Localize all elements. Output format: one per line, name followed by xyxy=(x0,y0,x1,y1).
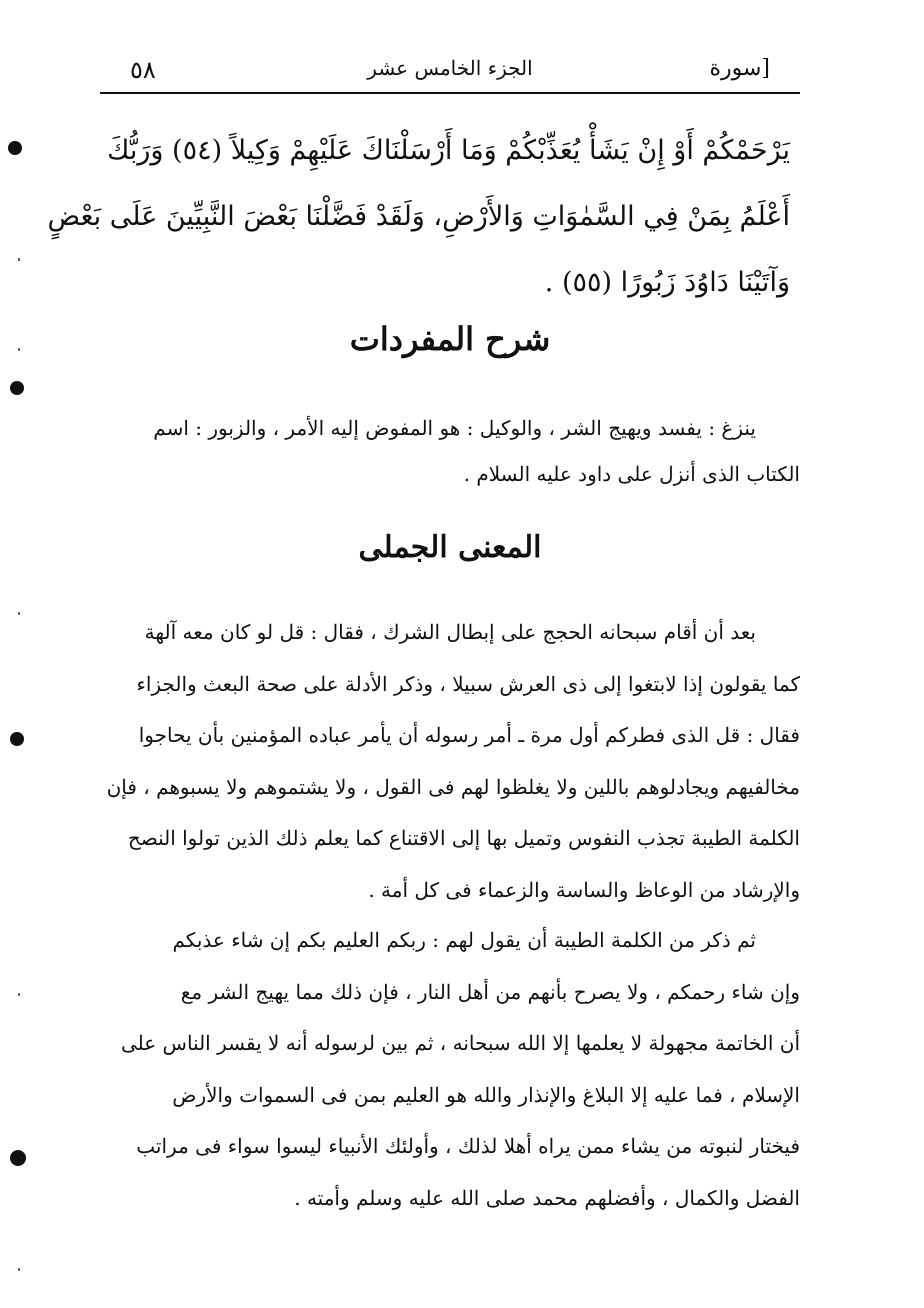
paragraph-line: فقال : قل الذى فطركم أول مرة ـ أمر رسوله أن يأمر عباده المؤمنين بأن يحاجوا xyxy=(138,723,800,747)
page-number: ٥٨ xyxy=(130,56,156,84)
scan-speck xyxy=(18,993,20,996)
vocab-paragraph xyxy=(110,405,800,497)
header-divider xyxy=(100,92,800,94)
paragraph-line-text: بعد أن أقام سبحانه الحجج على إبطال الشرك ، فقال : قل لو كان معه آلهة xyxy=(144,620,756,644)
vocab-line: الكتاب الذى أنزل على داود عليه السلام . xyxy=(463,462,800,486)
scan-speck xyxy=(18,258,20,261)
paragraph-line: أن الخاتمة مجهولة لا يعلمها إلا الله سبحانه ، ثم بين لرسوله أنه لا يقسر الناس على xyxy=(120,1031,800,1055)
paragraph-line xyxy=(110,915,800,967)
paragraph-line: مخالفيهم ويجادلوهم باللين ولا يغلظوا لهم فى القول ، ولا يشتموهم ولا يسبوهم ، فإن xyxy=(106,774,800,799)
verse-line: يَرْحَمْكُمْ أَوْ إِنْ يَشَأْ يُعَذِّبْكُمْ وَمَا أَرْسَلْنَاكَ عَلَيْهِمْ وَكِيلاً (٥٤) وَرَبُّكَ xyxy=(107,135,790,166)
verse-line: وَآتَيْنَا دَاوُدَ زَبُورًا (٥٥) . xyxy=(544,267,790,298)
page-header xyxy=(100,50,800,94)
scan-speck xyxy=(18,348,20,351)
paragraph-line: الإسلام ، فما عليه إلا البلاغ والإنذار والله هو العليم بمن فى السموات والأرض xyxy=(172,1082,800,1107)
meaning-paragraph-1 xyxy=(106,607,800,916)
running-title: الجزء الخامس عشر xyxy=(367,56,533,80)
meaning-heading: المعنى الجملى xyxy=(358,530,542,565)
paragraph-line: الكلمة الطيبة تجذب النفوس وتميل بها إلى الاقتناع كما يعلم ذلك الذين تولوا النصح xyxy=(127,826,800,850)
quran-verse-block xyxy=(47,118,790,316)
scan-speck xyxy=(18,612,20,615)
binding-hole-mark xyxy=(10,1150,26,1166)
meaning-paragraph-2 xyxy=(110,915,800,1224)
paragraph-line-text: ثم ذكر من الكلمة الطيبة أن يقول لهم : ربكم العليم بكم إن شاء عذبكم xyxy=(172,928,756,952)
paragraph-line: والإرشاد من الوعاظ والساسة والزعماء فى كل أمة . xyxy=(368,877,800,902)
verse-line: أَعْلَمُ بِمَنْ فِي السَّمٰوَاتِ وَالأَرْضِ، وَلَقَدْ فَضَّلْنَا بَعْضَ النَّبِيِّينَ عَلَى بَعْضٍ xyxy=(47,201,790,232)
paragraph-line: الفضل والكمال ، وأفضلهم محمد صلى الله عليه وسلم وأمته . xyxy=(294,1185,800,1210)
paragraph-line xyxy=(110,607,800,659)
binding-hole-mark xyxy=(8,141,22,155)
binding-hole-mark xyxy=(10,381,24,395)
paragraph-line: فيختار لنبوته من يشاء ممن يراه أهلا لذلك ، وأولئك الأنبياء ليسوا سواء فى مراتب xyxy=(136,1134,800,1158)
vocab-heading: شرح المفردات xyxy=(349,320,551,358)
paragraph-line: كما يقولون إذا لابتغوا إلى ذى العرش سبيلا ، وذكر الأدلة على صحة البعث والجزاء xyxy=(136,671,800,696)
scan-speck xyxy=(18,1268,20,1271)
vocab-line-text: ينزغ : يفسد ويهيج الشر ، والوكيل : هو المفوض إليه الأمر ، والزبور : اسم xyxy=(153,416,756,440)
surah-label: [سورة xyxy=(709,56,770,81)
binding-hole-mark xyxy=(10,732,24,746)
paragraph-line: وإن شاء رحمكم ، ولا يصرح بأنهم من أهل النار ، فإن ذلك مما يهيج الشر مع xyxy=(180,979,800,1004)
vocab-line xyxy=(110,405,800,451)
